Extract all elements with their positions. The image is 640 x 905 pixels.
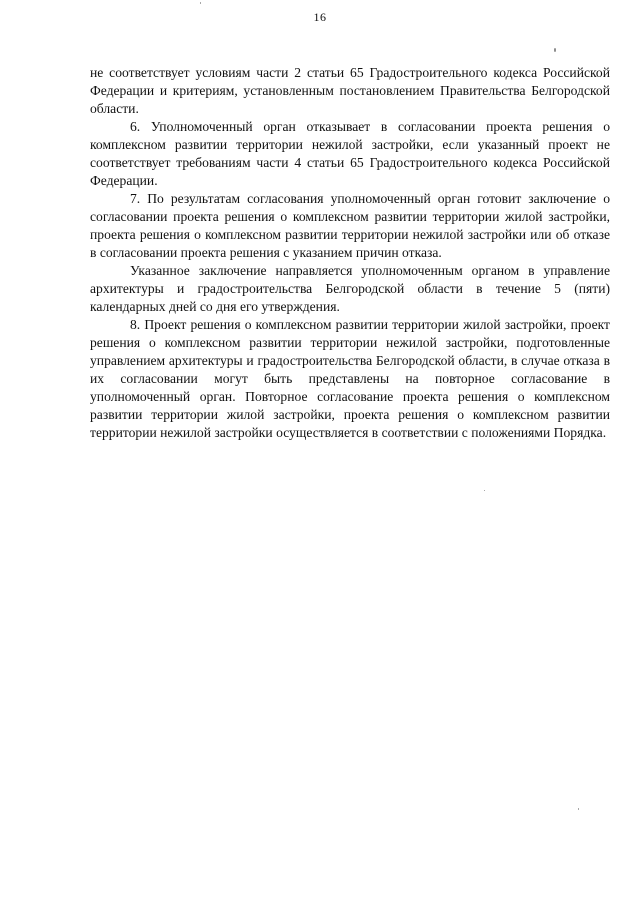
- scan-speck: [578, 808, 579, 810]
- paragraph-item-6: 6. Уполномоченный орган отказывает в согласовании проекта решения о комплексном развитии территории нежилой застройки, если указанный проект не соответствует требованиям части 4 статьи 65 Градостроительного кодекса Российской Федерации.: [90, 119, 610, 188]
- document-body: [90, 64, 610, 442]
- scan-speck: [554, 48, 556, 52]
- scan-speck: [200, 2, 201, 4]
- paragraph-item-8: 8. Проект решения о комплексном развитии территории жилой застройки, проект решения о комплексном развитии территории нежилой застройки, подготовленные управлением архитектуры и градостроительства Белгородской области, в случае отказа в их согласовании могут быть представлены на повторное согласование в уполномоченный орган. Повторное согласование проекта решения о комплексном развитии территории жилой застройки, проекта решения о комплексном развитии территории нежилой застройки осуществляется в соответствии с положениями Порядка.: [90, 317, 610, 440]
- page-number: 16: [313, 10, 327, 24]
- scan-speck: [484, 490, 485, 491]
- paragraph-continuation: не соответствует условиям части 2 статьи 65 Градостроительного кодекса Российской Федерации и критериям, установленным постановлением Правительства Белгородской области.: [90, 65, 610, 116]
- paragraph-conclusion-note: Указанное заключение направляется уполномоченным органом в управление архитектуры и градостроительства Белгородской области в течение 5 (пяти) календарных дней со дня его утверждения.: [90, 263, 610, 314]
- paragraph-item-7: 7. По результатам согласования уполномоченный орган готовит заключение о согласовании проекта решения о комплексном развитии территории жилой застройки, проекта решения о комплексном развитии территории нежилой застройки или об отказе в согласовании проекта решения с указанием причин отказа.: [90, 191, 610, 260]
